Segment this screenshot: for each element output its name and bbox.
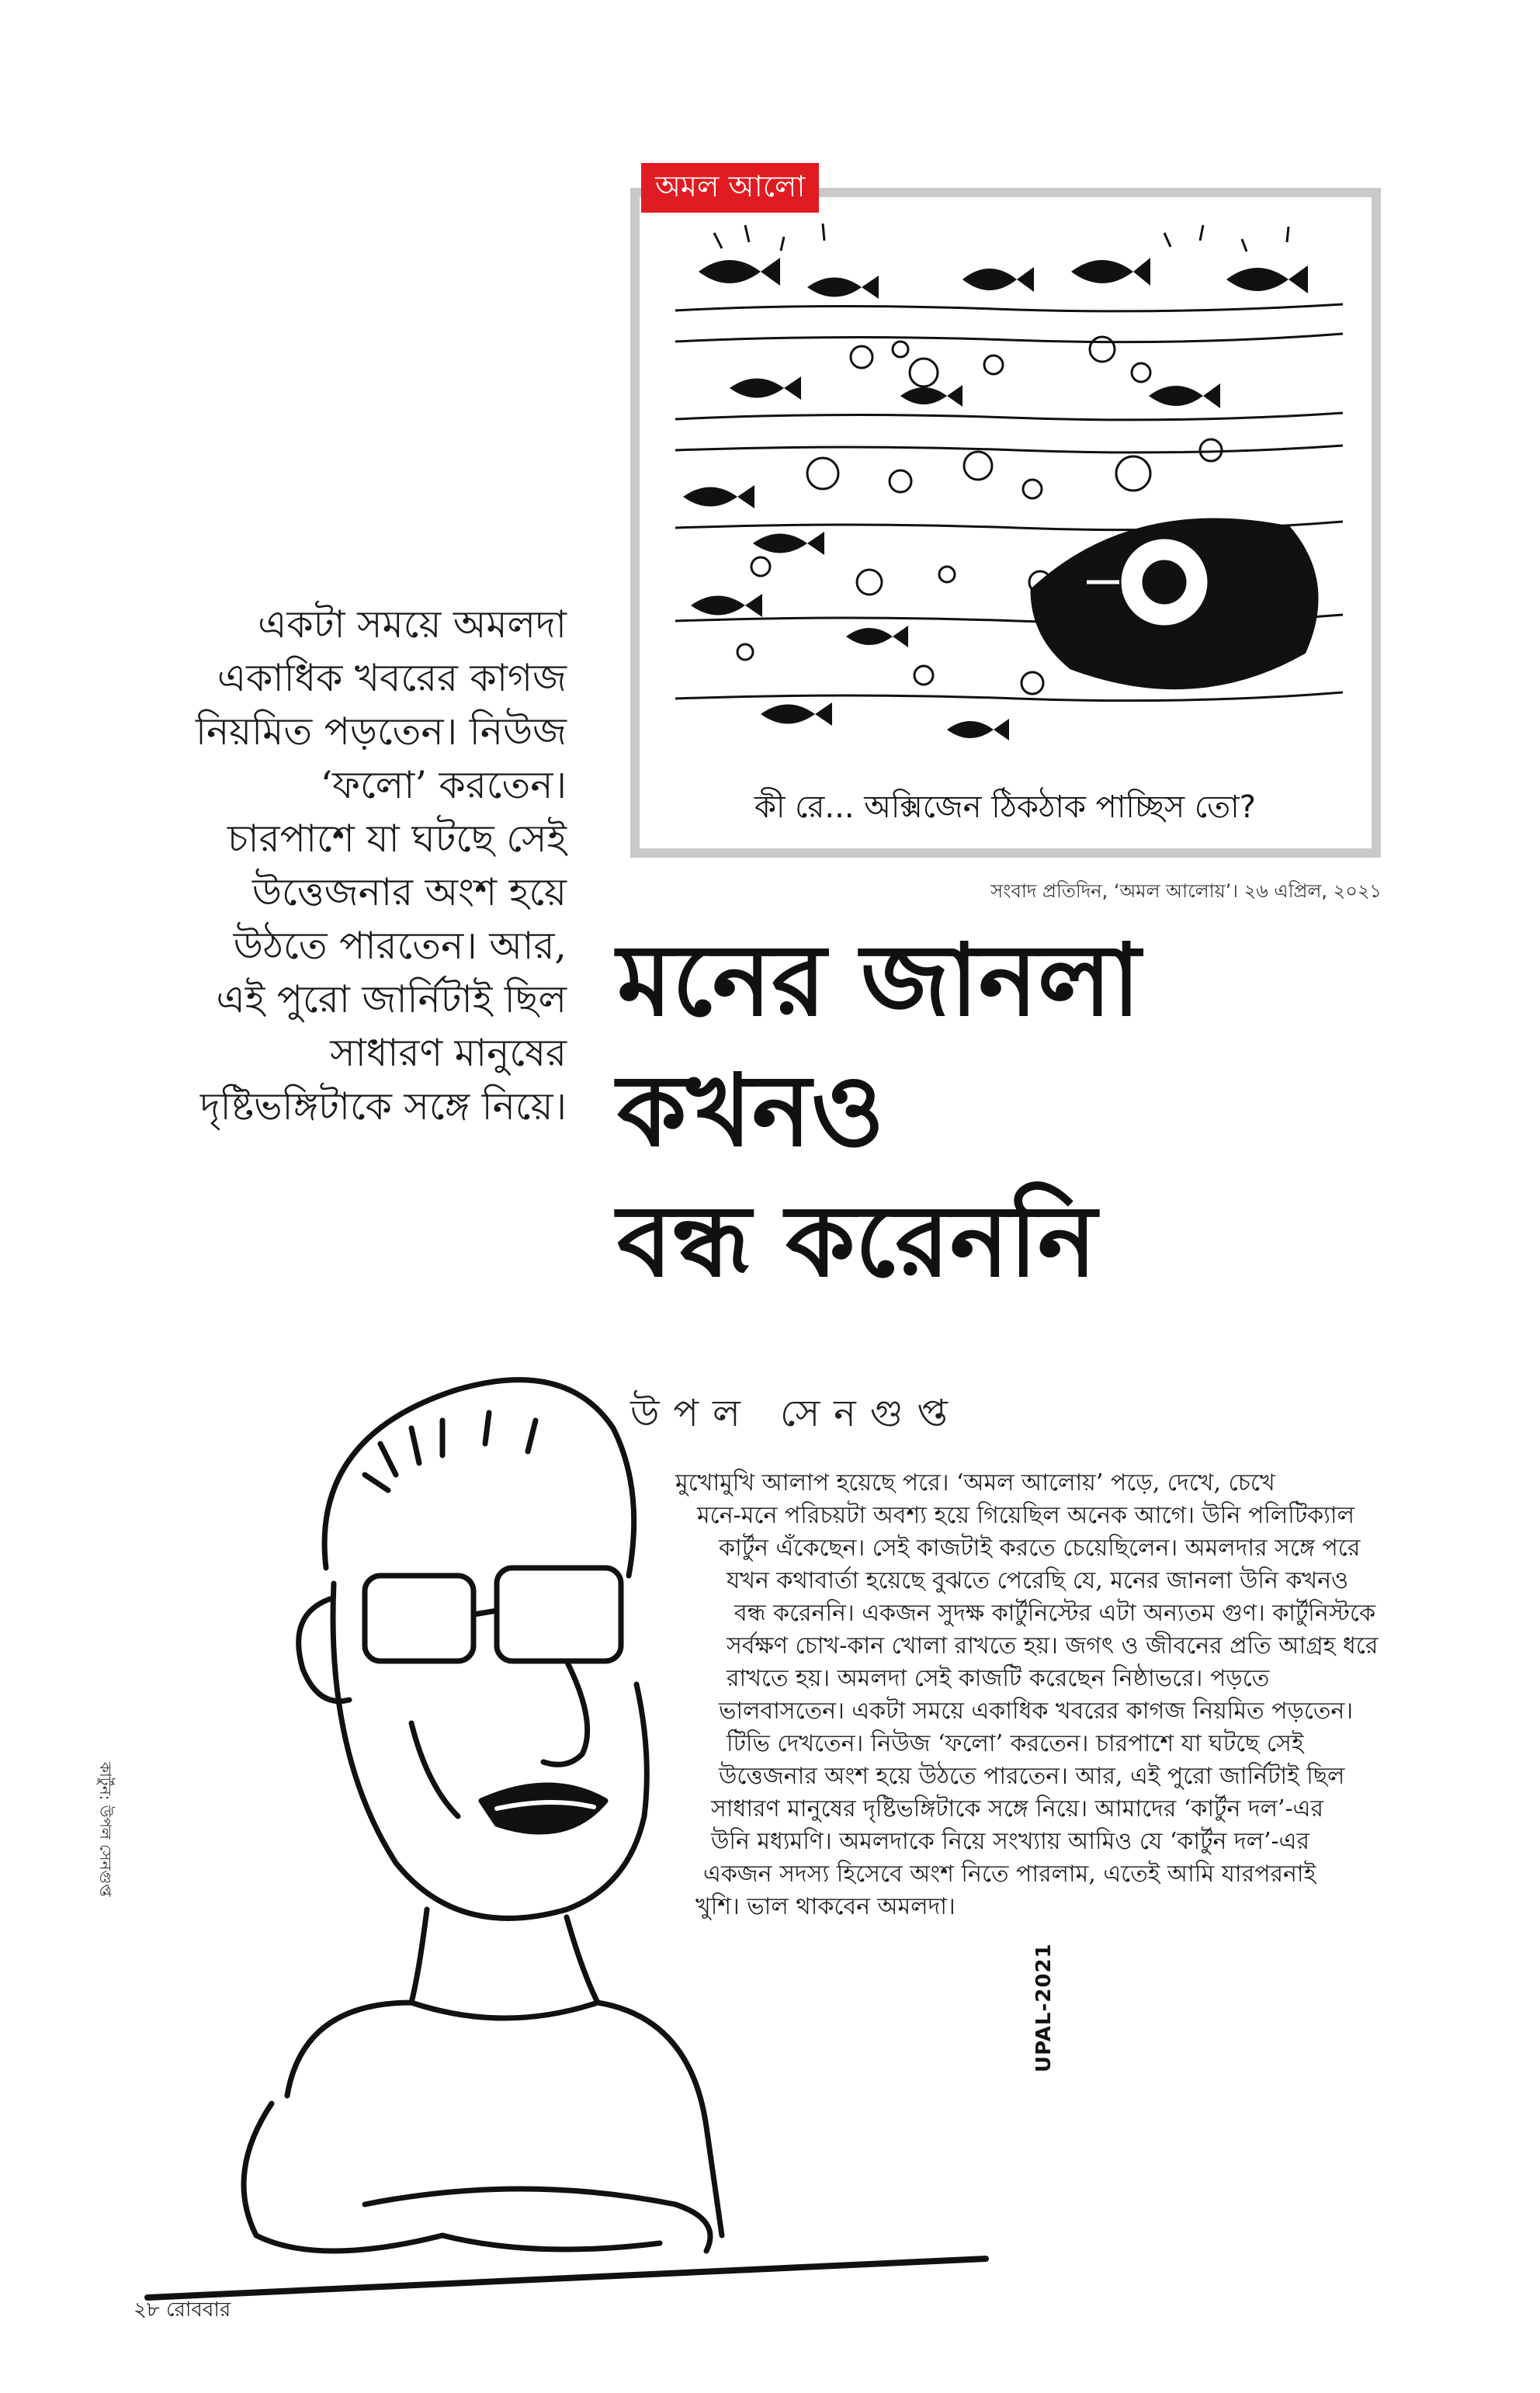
body-line: মুখোমুখি আলাপ হয়েছে পরে। ‘অমল আলোয়’ পড়ে, দেখে, চেখে — [675, 1469, 1275, 1496]
pull-quote — [109, 598, 567, 1133]
body-line: যখন কথাবার্তা হয়েছে বুঝতে পেরেছি যে, মনের জানলা উনি কখনও — [727, 1567, 1349, 1594]
cartoon-credit-line: সংবাদ প্রতিদিন, ‘অমল আলোয়’। ২৬ এপ্রিল, ২০২১ — [990, 880, 1382, 902]
pull-quote-line: একাধিক খবরের কাগজ — [217, 656, 567, 700]
body-line: উত্তেজনার অংশ হয়ে উঠতে পারতেন। আর, এই পুরো জার্নিটাই ছিল — [719, 1763, 1345, 1790]
pull-quote-line: একটা সময়ে অমলদা — [258, 602, 567, 647]
pull-quote-line: চারপাশে যা ঘটছে সেই — [227, 817, 567, 861]
section-badge: অমল আলো — [641, 163, 819, 213]
body-line: টিভি দেখতেন। নিউজ ‘ফলো’ করতেন। চারপাশে যা ঘটছে সেই — [727, 1730, 1304, 1757]
body-line: রাখতে হয়। অমলদা সেই কাজটি করেছেন নিষ্ঠাভরে। পড়তে — [727, 1665, 1270, 1692]
body-line: উনি মধ্যমণি। অমলদাকে নিয়ে সংখ্যায় আমিও যে ‘কার্টুন দল’-এর — [711, 1828, 1309, 1855]
artist-signature: UPAL-2021 — [1032, 1943, 1056, 2072]
pull-quote-line: এই পুরো জার্নিটাই ছিল — [216, 977, 567, 1021]
body-line: একজন সদস্য হিসেবে অংশ নিতে পারলাম, এতেই আমি যারপরনাই — [703, 1861, 1316, 1888]
pull-quote-line: নিয়মিত পড়তেন। নিউজ — [195, 709, 567, 754]
body-line: খুশি। ভাল থাকবেন অমলদা। — [695, 1893, 956, 1920]
headline-line: বন্ধ করেননি — [617, 1184, 1097, 1299]
pull-quote-line: উত্তেজনার অংশ হয়ে — [251, 870, 567, 914]
pull-quote-line: সাধারণ মানুষের — [330, 1031, 567, 1075]
article-body — [675, 1467, 1397, 1923]
artist-credit: কার্টুন: উপল সেনগুপ্ত — [96, 1762, 115, 1897]
body-line: ভালবাসতেন। একটা সময়ে একাধিক খবরের কাগজ নিয়মিত পড়তেন। — [719, 1698, 1354, 1725]
fish-cartoon-illustration — [668, 217, 1351, 776]
body-line: মনে-মনে পরিচয়টা অবশ্য হয়ে গিয়েছিল অনেক আগে। উনি পলিটিক্যাল — [697, 1502, 1354, 1529]
headline-line: কখনও — [617, 1053, 885, 1169]
page-folio: ২৮ রোববার — [134, 2298, 231, 2322]
headline — [617, 916, 1393, 1307]
headline-line: মনের জানলা — [617, 923, 1141, 1039]
pull-quote-line: উঠতে পারতেন। আর, — [233, 924, 567, 968]
pull-quote-line: দৃষ্টিভঙ্গিটাকে সঙ্গে নিয়ে। — [199, 1084, 567, 1129]
body-line: সর্বক্ষণ চোখ-কান খোলা রাখতে হয়। জগৎ ও জীবনের প্রতি আগ্রহ ধরে — [727, 1632, 1379, 1659]
author-byline: উপল সেনগুপ্ত — [630, 1392, 962, 1435]
pull-quote-line: ‘ফলো’ করতেন। — [320, 763, 567, 807]
body-line: কার্টুন এঁকেছেন। সেই কাজটাই করতে চেয়েছিলেন। অমলদার সঙ্গে পরে — [719, 1535, 1361, 1562]
cartoon-caption: কী রে... অক্সিজেন ঠিকঠাক পাচ্ছিস তো? — [754, 789, 1256, 825]
body-line: বন্ধ করেননি। একজন সুদক্ষ কার্টুনিস্টের এটা অন্যতম গুণ। কার্টুনিস্টকে — [734, 1600, 1376, 1627]
body-line: সাধারণ মানুষের দৃষ্টিভঙ্গিটাকে সঙ্গে নিয়ে। আমাদের ‘কার্টুন দল’-এর — [711, 1795, 1324, 1822]
